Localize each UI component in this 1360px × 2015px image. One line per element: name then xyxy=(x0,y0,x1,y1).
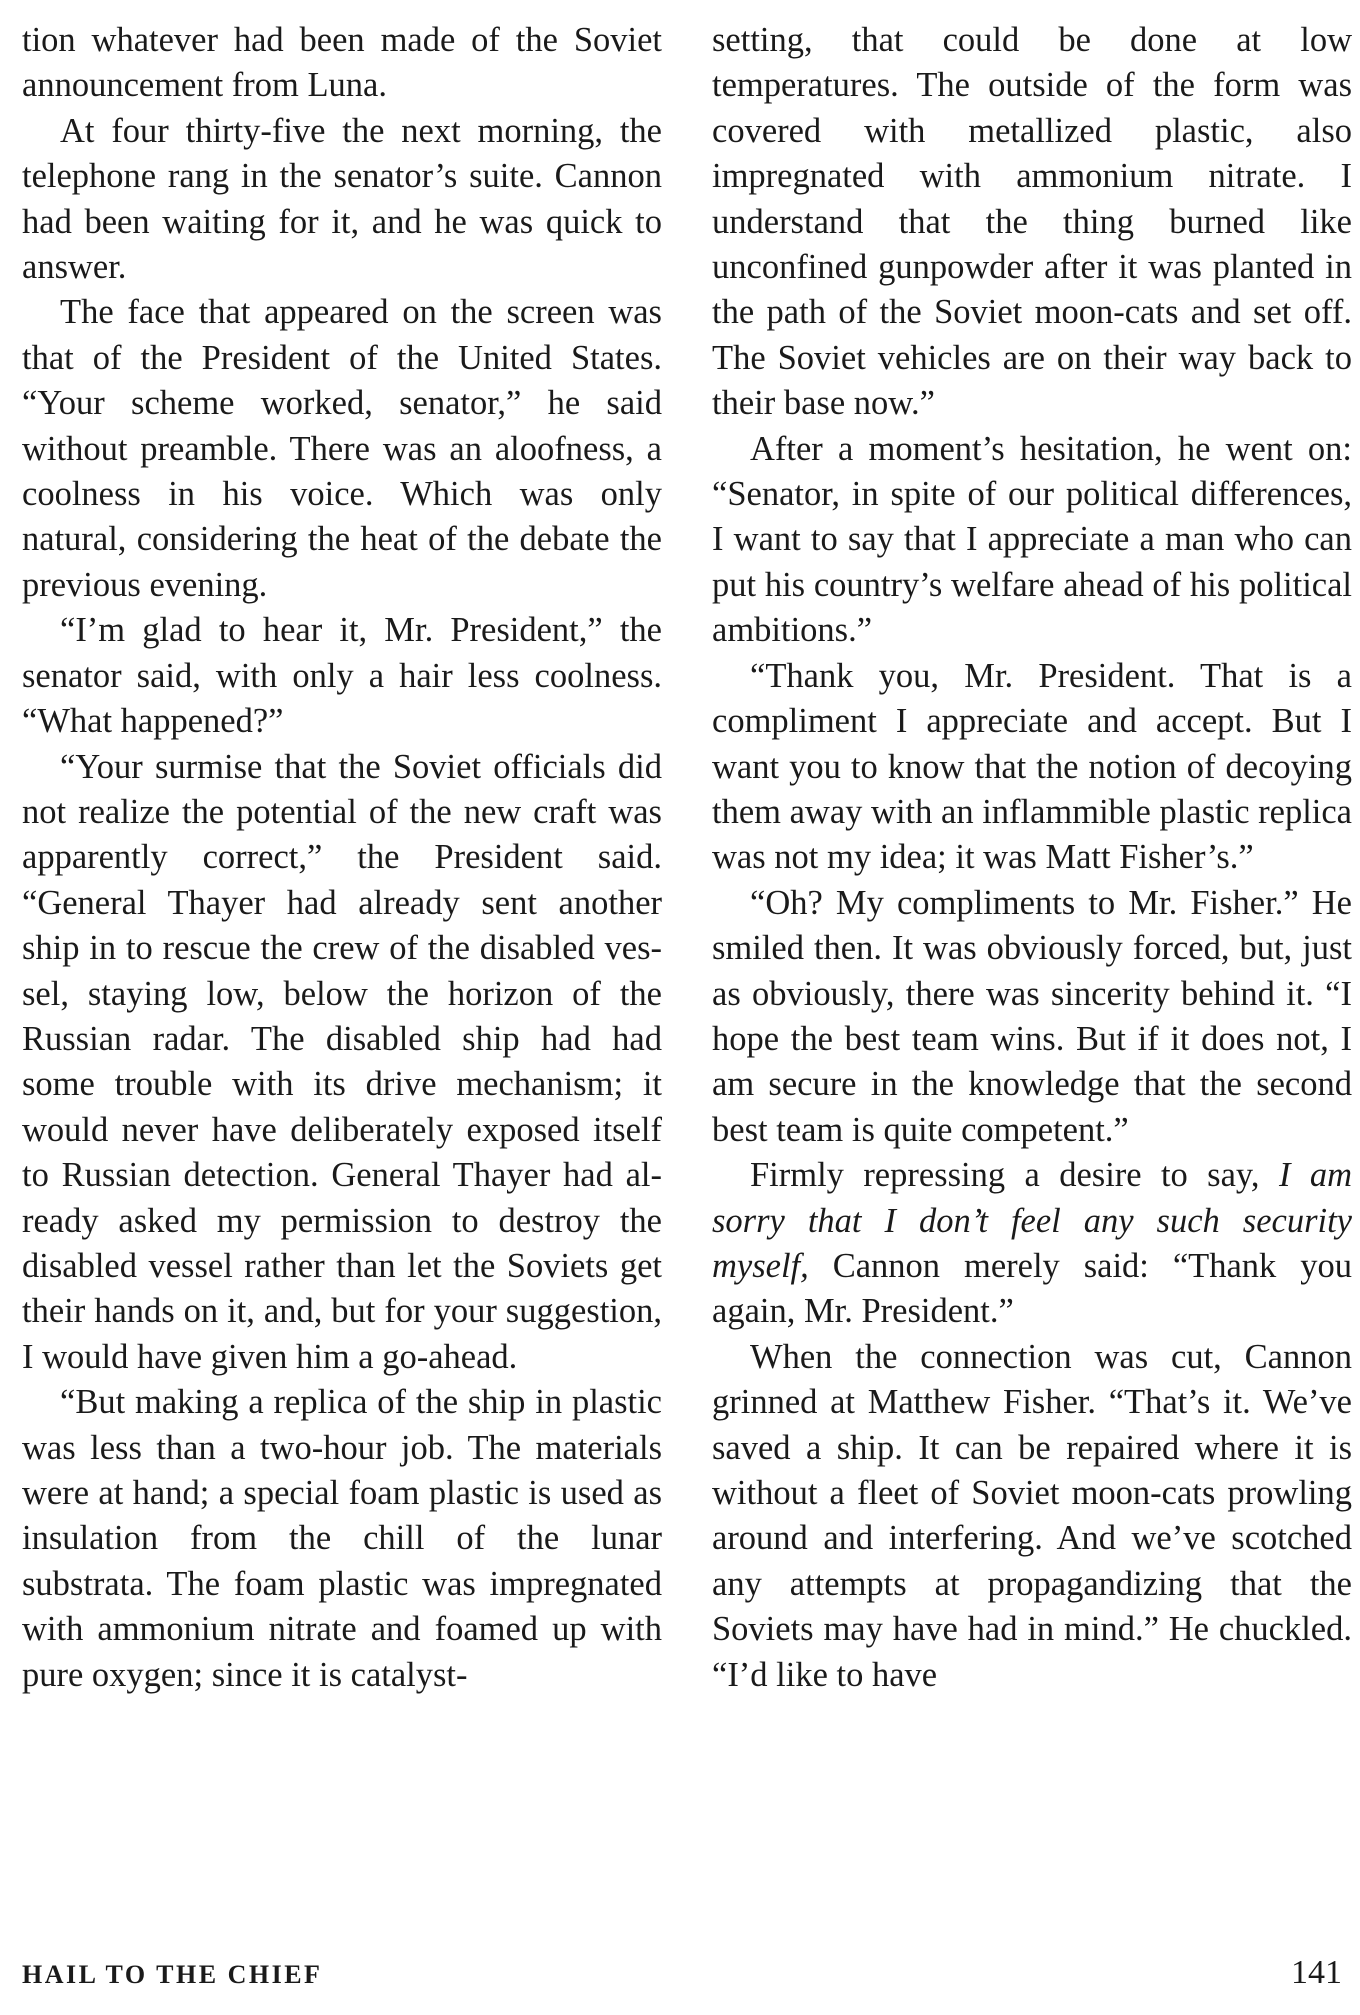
paragraph: When the connection was cut, Cannon grinned at Matthew Fisher. “That’s it. We’ve saved a ship. It can be repaired where it is without a fleet of Soviet moon-cats prowling around and interfering. And we’ve scotched any attempts at propagandizing that the Soviets may have had in mind.” He chuckled. “I’d like to have xyxy=(712,1337,1352,1694)
running-head: HAIL TO THE CHIEF xyxy=(22,1960,323,1989)
paragraph: After a moment’s hesitation, he went on: “Senator, in spite of our political differences, I want to say that I appreciate a man who can put his country’s welfare ahead of his political ambitions.” xyxy=(712,429,1352,650)
paragraph: “I’m glad to hear it, Mr. President,” the senator said, with only a hair less coolness. “What happened?” xyxy=(22,611,662,741)
paragraph: setting, that could be done at low temperatures. The outside of the form was covered with metallized plastic, also impregnated with ammonium nitrate. I understand that the thing burned like unconfined gunpowder after it was planted in the path of the Soviet moon-cats and set off. The Soviet vehicles are on their way back to their base now.” xyxy=(712,21,1352,423)
paragraph: “Oh? My compliments to Mr. Fisher.” He smiled then. It was obviously forced, but, just as obviously, there was sincerity behind it. “I hope the best team wins. But if it does not, I am secure in the knowledge that the second best team is quite competent.” xyxy=(712,883,1352,1149)
paragraph: At four thirty-five the next morning, the telephone rang in the senator’s suite. Cannon had been waiting for it, and he was quick to answer. xyxy=(22,111,662,287)
paragraph: tion whatever had been made of the Soviet announcement from Luna. xyxy=(22,21,662,105)
paragraph: The face that appeared on the screen was that of the President of the United States. “Your scheme worked, senator,” he said without preamble. There was an aloofness, a coolness in his voice. Which was only natural, considering the heat of the debate the previous evening. xyxy=(22,293,662,604)
paragraph: “Thank you, Mr. President. That is a compliment I appreciate and accept. But I want you to know that the notion of decoying them away with an inflammible plastic replica was not my idea; it was Matt Fisher’s.” xyxy=(712,656,1352,877)
left-column xyxy=(22,18,662,1698)
paragraph-text: Firmly repressing a desire to say, xyxy=(750,1156,1279,1195)
paragraph: “But making a replica of the ship in plastic was less than a two-hour job. The materials were at hand; a special foam plastic is used as insulation from the chill of the lunar substrata. The foam plastic was impregnated with ammonium nitrate and foamed up with pure oxygen; since it is catalyst- xyxy=(22,1383,662,1694)
paragraph: “Your surmise that the Soviet officials did not realize the potential of the new craft was apparently correct,” the President said. “General Thayer had already sent another ship in to rescue the crew of the disabled vessel, staying low, below the horizon of the Russian radar. The disabled ship had had some trouble with its drive mechanism; it would never have deliberately exposed itself to Russian detection. General Thayer had already asked my permission to destroy the disabled vessel rather than let the Soviets get their hands on it, and, but for your suggestion, I would have given him a go-ahead. xyxy=(22,747,662,1376)
italic-thought: I am sorry that I don’t feel any such security myself, xyxy=(712,1156,1352,1285)
paragraph-with-italic xyxy=(712,1153,1352,1335)
right-column xyxy=(712,18,1352,1698)
page-number: 141 xyxy=(1291,1954,1342,1991)
page-footer xyxy=(22,1954,1342,2000)
paragraph-text: Cannon merely said: “Thank you again, Mr. President.” xyxy=(712,1246,1352,1331)
